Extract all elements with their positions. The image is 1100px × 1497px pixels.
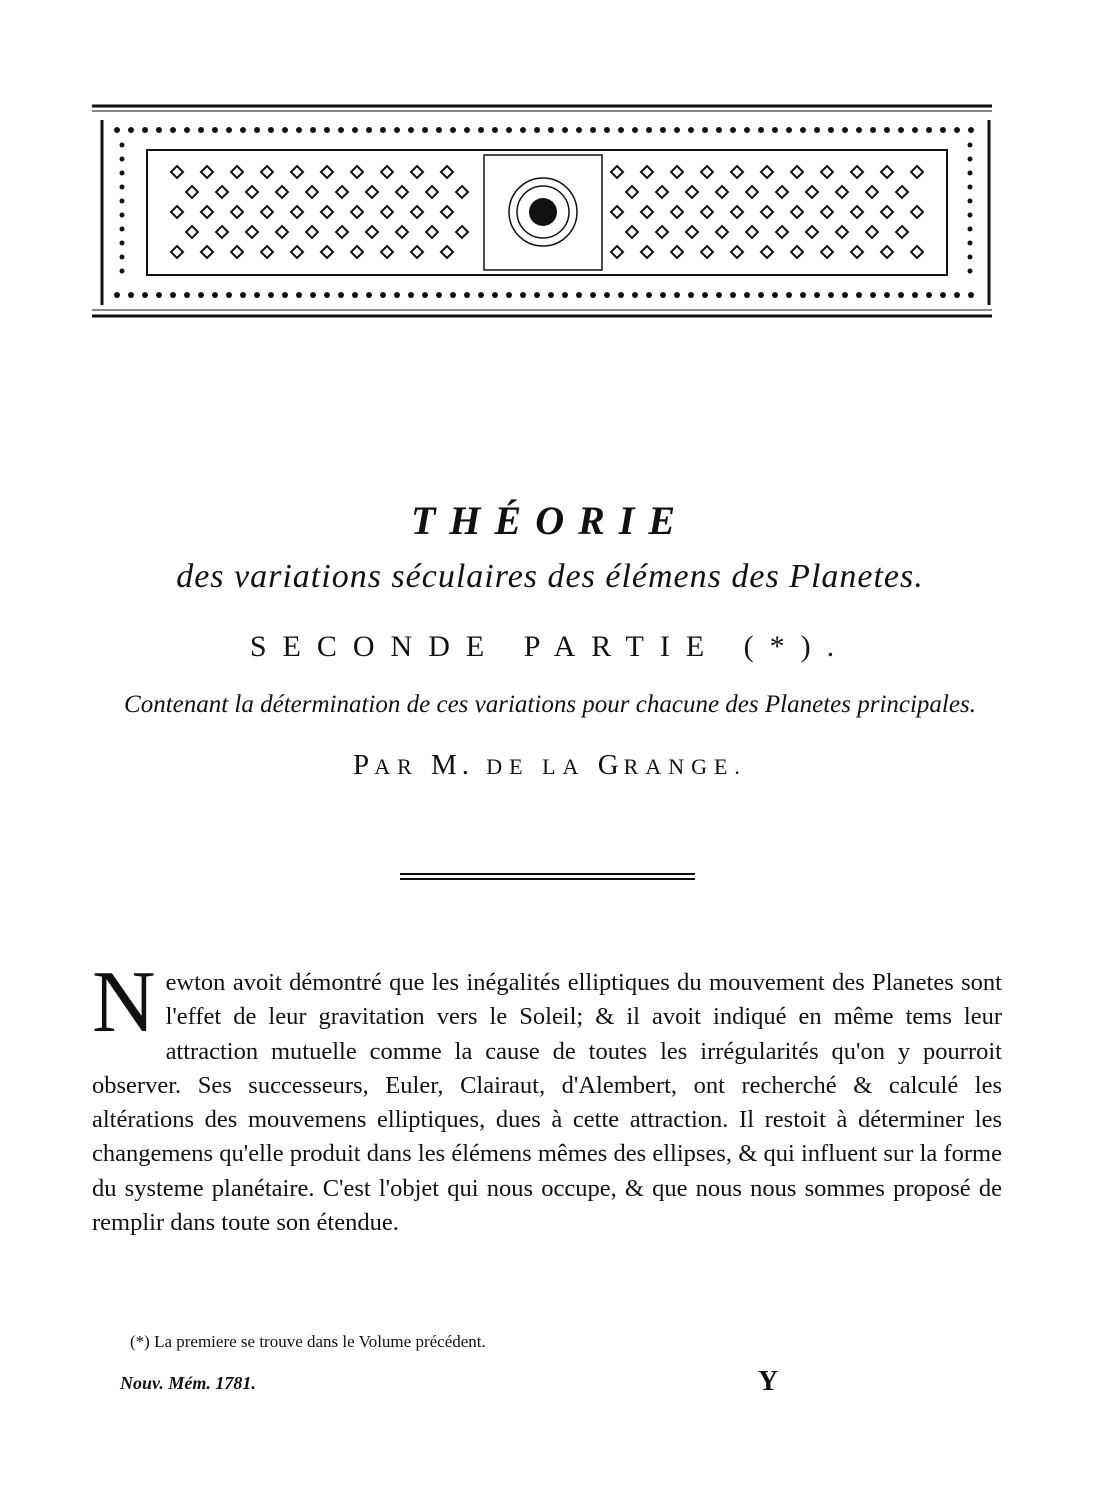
footnote: (*) La premiere se trouve dans le Volume précédent. [130, 1332, 486, 1351]
title-block [0, 495, 1100, 787]
author-p3: DE LA [486, 754, 586, 779]
contents-description: Contenant la détermination de ces variations pour chacune des Planetes principales. [124, 691, 976, 718]
author-p1-rest: AR [374, 754, 419, 779]
author-line [0, 745, 1100, 787]
body-text: ewton avoit démontré que les inégalités elliptiques du mouvement des Planetes sont l'effet de leur gravitation vers le Soleil; & il avoit indiqué en même tems leur attraction mutuelle comme la cause de toutes les irrégularités qu'on y pourroit observer. Ses successeurs, Euler, Clairaut, d'Alembert, ont recherché & calculé les altérations des mouvemens elliptiques, dues à cette attraction. Il restoit à déterminer les changemens qu'elle produit dans les élémens mêmes des ellipses, & qui influent sur la forme du systeme planétaire. C'est l'objet qui nous occupe, & que nous nous sommes proposé de remplir dans toute son étendue. [92, 969, 1002, 1237]
drop-cap: N [92, 954, 156, 1051]
signature-mark: Y [758, 1366, 779, 1397]
page-title: THÉORIE [410, 498, 690, 543]
head-ornament [92, 100, 1002, 325]
subtitle: des variations séculaires des élémens des Planetes. [176, 558, 924, 595]
author-p4: G [585, 749, 624, 781]
part-heading: SECONDE PARTIE (*). [249, 630, 851, 663]
author-p1: P [353, 749, 375, 781]
author-p4-rest: RANGE. [623, 754, 747, 779]
journal-reference: Nouv. Mém. 1781. [120, 1373, 256, 1393]
divider-rule [400, 873, 695, 885]
author-p2: M. [418, 749, 487, 781]
body-paragraph [92, 954, 1002, 1240]
